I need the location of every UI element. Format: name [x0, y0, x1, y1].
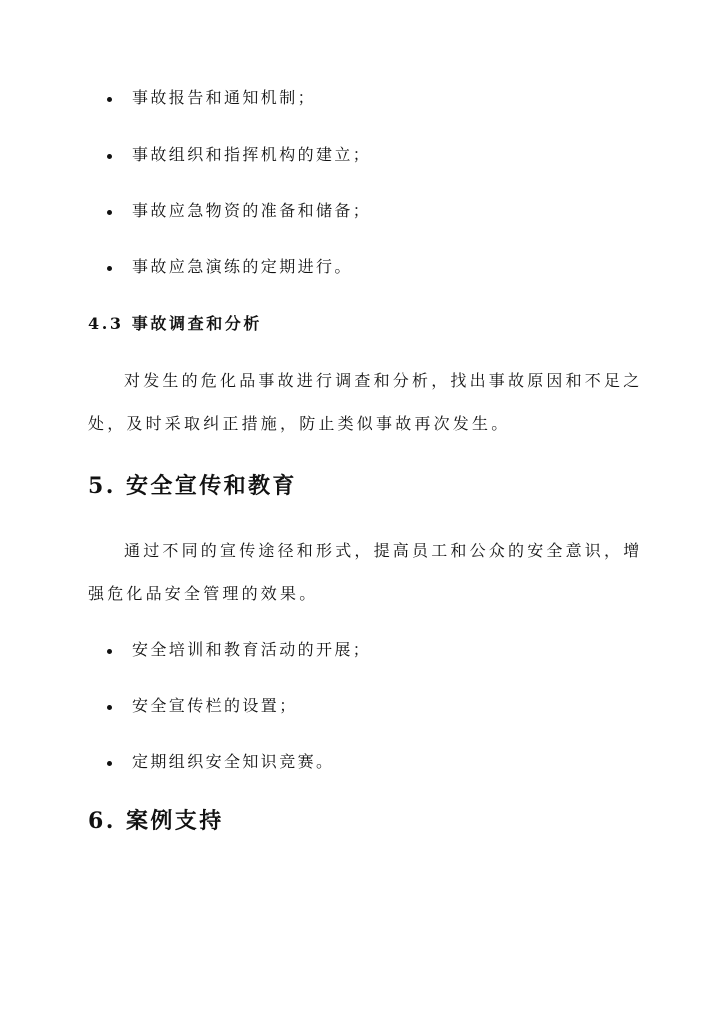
bullet-icon — [107, 210, 112, 215]
list-item-text: 事故组织和指挥机构的建立； — [132, 145, 372, 164]
bullet-icon — [107, 649, 112, 654]
bullet-icon — [107, 761, 112, 766]
list-item-text: 事故应急演练的定期进行。 — [132, 257, 353, 276]
section-title: 案例支持 — [126, 808, 224, 834]
list-item-text: 事故应急物资的准备和储备； — [132, 201, 372, 220]
section-title: 安全宣传和教育 — [126, 473, 297, 499]
paragraph-line: 处，及时采取纠正措施，防止类似事故再次发生。 — [88, 414, 511, 433]
bullet-icon — [107, 97, 112, 102]
section-heading — [88, 472, 297, 500]
section-number: 6. — [88, 808, 116, 834]
bullet-icon — [107, 266, 112, 271]
paragraph-line: 通过不同的宣传途径和形式，提高员工和公众的安全意识，增 — [124, 541, 643, 560]
list-item-text: 事故报告和通知机制； — [132, 88, 317, 107]
list-item-text: 安全宣传栏的设置； — [132, 696, 298, 715]
bullet-icon — [107, 154, 112, 159]
list-item-text: 安全培训和教育活动的开展； — [132, 640, 372, 659]
section-number: 5. — [88, 473, 116, 499]
paragraph-line: 对发生的危化品事故进行调查和分析，找出事故原因和不足之 — [124, 371, 643, 390]
subsection-heading: 4.3 事故调查和分析 — [88, 314, 263, 333]
bullet-icon — [107, 705, 112, 710]
paragraph-line: 强危化品安全管理的效果。 — [88, 584, 319, 603]
section-heading — [88, 807, 224, 835]
list-item-text: 定期组织安全知识竞赛。 — [132, 752, 335, 771]
